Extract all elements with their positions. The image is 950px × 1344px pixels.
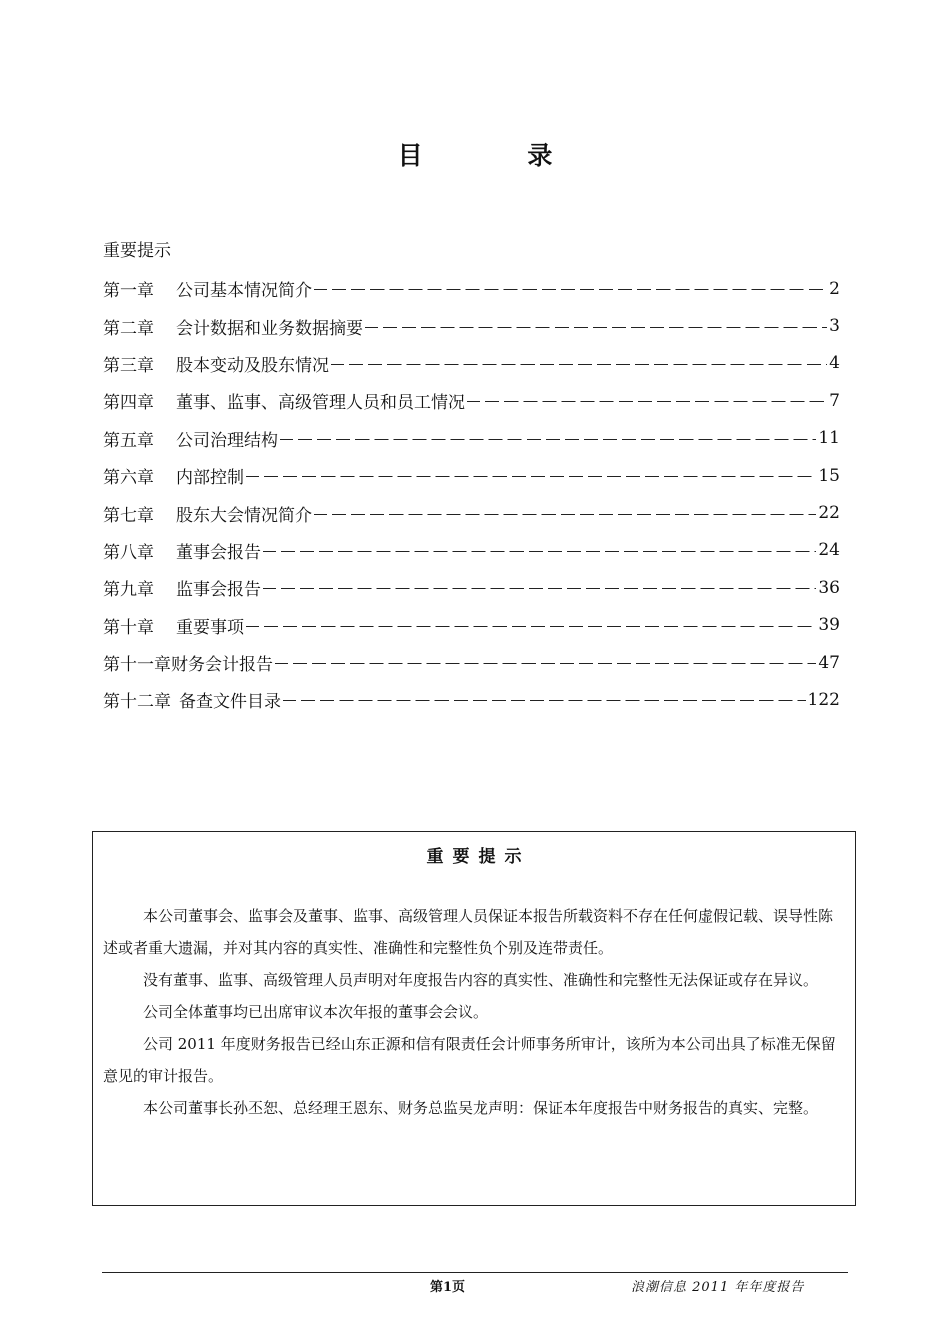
- toc-title: 重要事项: [176, 617, 244, 638]
- toc-chapter: 第二章: [103, 318, 154, 339]
- toc-page-number: 7: [829, 390, 840, 411]
- toc-leader: [263, 588, 816, 589]
- notice-paragraph: 公司 2011 年度财务报告已经山东正源和信有限责任会计师事务所审计，该所为本公司出具了标准无保留意见的审计报告。: [103, 1035, 836, 1085]
- toc-page-number: 47: [818, 652, 840, 673]
- toc-entry: [103, 382, 840, 419]
- toc-page-number: 22: [818, 503, 840, 524]
- toc-chapter: 第十二章: [103, 692, 171, 713]
- toc-leader: [365, 327, 827, 328]
- notice-paragraph: 没有董事、监事、高级管理人员声明对年度报告内容的真实性、准确性和完整性无法保证或存在异议。: [143, 971, 819, 989]
- toc-title: 公司基本情况简介: [176, 281, 312, 302]
- toc-heading: 重要提示: [103, 241, 171, 261]
- notice-body: [103, 900, 847, 1124]
- page-title: 目 录: [397, 141, 601, 170]
- toc-entry: [103, 307, 840, 344]
- toc-leader: [246, 626, 816, 627]
- toc-leader: [314, 514, 816, 515]
- toc-page-number: 2: [829, 278, 840, 299]
- toc-chapter: 第九章: [103, 580, 154, 601]
- toc-page-number: 39: [818, 615, 840, 636]
- notice-title: 重要提示: [426, 847, 531, 867]
- toc-entry: [103, 644, 840, 681]
- toc-title: 股本变动及股东情况: [176, 355, 329, 376]
- toc-leader: [246, 476, 816, 477]
- toc-chapter: 第八章: [103, 542, 154, 563]
- toc-title: 备查文件目录: [179, 692, 281, 713]
- toc-leader: [467, 401, 827, 402]
- toc-title: 股东大会情况简介: [176, 505, 312, 526]
- toc-page-number: 3: [829, 316, 840, 337]
- toc-leader: [283, 700, 806, 701]
- toc-chapter: 第十章: [103, 617, 154, 638]
- toc-page-number: 15: [818, 465, 840, 486]
- notice-paragraph: 公司全体董事均已出席审议本次年报的董事会会议。: [143, 1003, 489, 1021]
- toc-leader: [280, 439, 816, 440]
- toc-page-number: 11: [818, 428, 840, 449]
- toc-entry: [103, 494, 840, 531]
- toc-chapter: 第五章: [103, 430, 154, 451]
- toc-title: 公司治理结构: [176, 430, 278, 451]
- footer-report-name: 浪潮信息 2011 年年度报告: [631, 1280, 805, 1295]
- toc-title: 内部控制: [176, 468, 244, 489]
- toc-entry: [103, 681, 840, 718]
- toc-entry: [103, 420, 840, 457]
- toc-title: 监事会报告: [176, 580, 261, 601]
- toc-title: 财务会计报告: [171, 655, 273, 676]
- toc-title: 董事会报告: [176, 542, 261, 563]
- toc-entry: [103, 569, 840, 606]
- table-of-contents: [103, 270, 840, 719]
- toc-title: 会计数据和业务数据摘要: [176, 318, 363, 339]
- toc-chapter: 第一章: [103, 281, 154, 302]
- toc-entry: [103, 607, 840, 644]
- footer-divider: [102, 1272, 848, 1273]
- toc-chapter: 第六章: [103, 468, 154, 489]
- toc-chapter: 第三章: [103, 355, 154, 376]
- toc-page-number: 4: [829, 353, 840, 374]
- toc-page-number: 24: [818, 540, 840, 561]
- toc-chapter: 第十一章: [103, 655, 171, 676]
- toc-entry: [103, 270, 840, 307]
- toc-entry: [103, 532, 840, 569]
- toc-leader: [275, 663, 816, 664]
- toc-chapter: 第四章: [103, 393, 154, 414]
- notice-paragraph: 本公司董事长孙丕恕、总经理王恩东、财务总监吴龙声明：保证本年度报告中财务报告的真实、完整。: [143, 1099, 819, 1117]
- toc-title: 董事、监事、高级管理人员和员工情况: [176, 393, 465, 414]
- toc-leader: [314, 289, 827, 290]
- toc-page-number: 122: [807, 689, 840, 710]
- toc-leader: [331, 364, 827, 365]
- footer-page-number: 第1页: [430, 1280, 466, 1295]
- toc-entry: [103, 345, 840, 382]
- toc-leader: [263, 551, 816, 552]
- toc-page-number: 36: [818, 577, 840, 598]
- notice-paragraph: 本公司董事会、监事会及董事、监事、高级管理人员保证本报告所载资料不存在任何虚假记载、误导性陈述或者重大遗漏，并对其内容的真实性、准确性和完整性负个别及连带责任。: [103, 907, 834, 957]
- toc-entry: [103, 457, 840, 494]
- toc-chapter: 第七章: [103, 505, 154, 526]
- important-notice-box: [92, 831, 856, 1206]
